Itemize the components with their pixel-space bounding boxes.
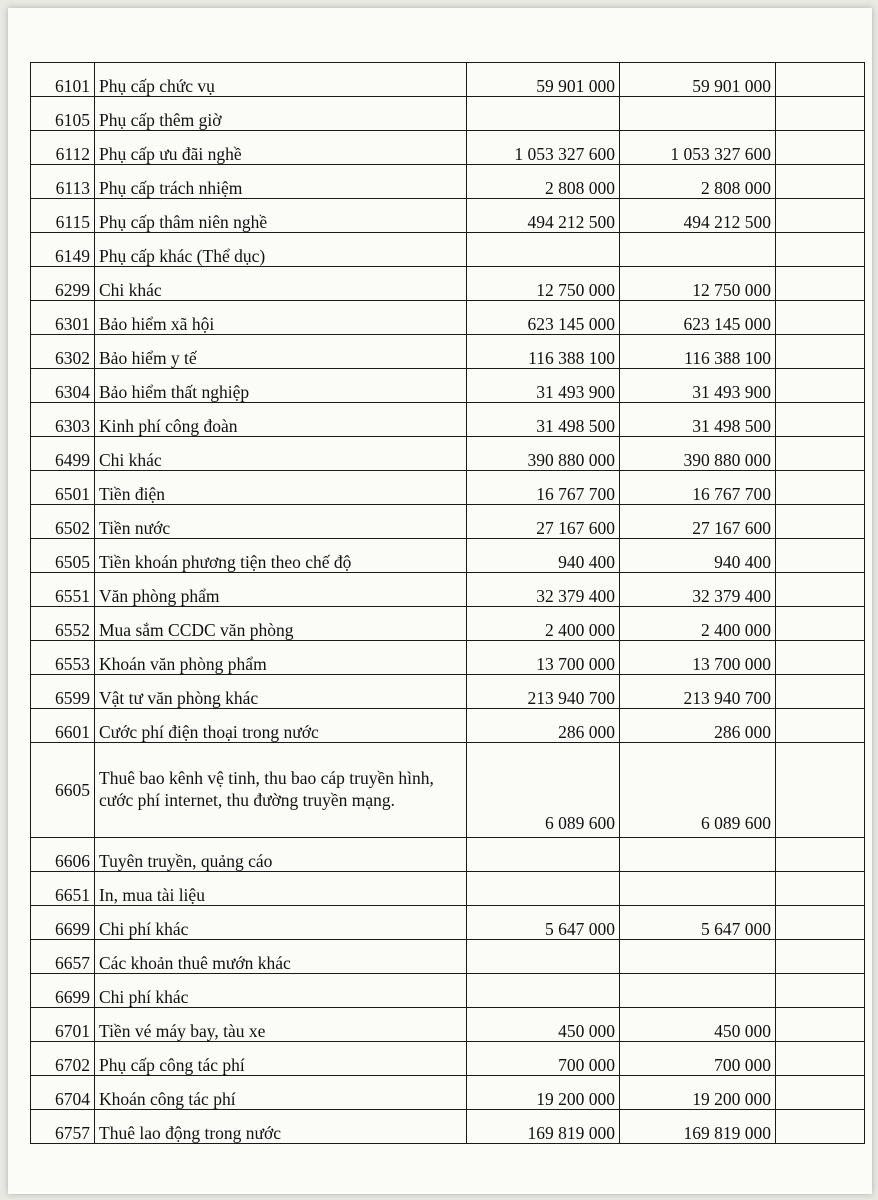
- account-code-cell: 6301: [31, 301, 95, 335]
- amount-cell: 2 808 000: [467, 165, 620, 199]
- amount-cell: 700 000: [467, 1042, 620, 1076]
- notes-cell: [776, 709, 865, 743]
- amount-total-cell: [620, 233, 776, 267]
- table-row: [31, 97, 865, 131]
- account-code-cell: 6699: [31, 974, 95, 1008]
- amount-total-cell: 59 901 000: [620, 63, 776, 97]
- item-name-cell: Vật tư văn phòng khác: [95, 675, 467, 709]
- account-code-cell: 6304: [31, 369, 95, 403]
- amount-total-cell: 169 819 000: [620, 1110, 776, 1144]
- notes-cell: [776, 906, 865, 940]
- table-row: [31, 838, 865, 872]
- item-name-cell: Tuyên truyền, quảng cáo: [95, 838, 467, 872]
- item-name-cell: Bảo hiểm thất nghiệp: [95, 369, 467, 403]
- table-row: [31, 974, 865, 1008]
- amount-cell: 19 200 000: [467, 1076, 620, 1110]
- amount-cell: 940 400: [467, 539, 620, 573]
- amount-total-cell: 390 880 000: [620, 437, 776, 471]
- item-name-cell: Các khoản thuê mướn khác: [95, 940, 467, 974]
- budget-table-body: [31, 63, 865, 1144]
- amount-cell: 1 053 327 600: [467, 131, 620, 165]
- amount-cell: 27 167 600: [467, 505, 620, 539]
- document-page: [8, 8, 872, 1194]
- amount-total-cell: 213 940 700: [620, 675, 776, 709]
- amount-total-cell: 2 400 000: [620, 607, 776, 641]
- item-name-cell: In, mua tài liệu: [95, 872, 467, 906]
- account-code-cell: 6113: [31, 165, 95, 199]
- notes-cell: [776, 838, 865, 872]
- account-code-cell: 6112: [31, 131, 95, 165]
- account-code-cell: 6303: [31, 403, 95, 437]
- account-code-cell: 6101: [31, 63, 95, 97]
- notes-cell: [776, 403, 865, 437]
- amount-cell: 390 880 000: [467, 437, 620, 471]
- table-row: [31, 940, 865, 974]
- amount-total-cell: 27 167 600: [620, 505, 776, 539]
- notes-cell: [776, 743, 865, 838]
- table-row: [31, 1042, 865, 1076]
- item-name-cell: Cước phí điện thoại trong nước: [95, 709, 467, 743]
- item-name-cell: Khoán văn phòng phẩm: [95, 641, 467, 675]
- amount-total-cell: 1 053 327 600: [620, 131, 776, 165]
- table-row: [31, 63, 865, 97]
- account-code-cell: 6499: [31, 437, 95, 471]
- amount-total-cell: 286 000: [620, 709, 776, 743]
- notes-cell: [776, 1008, 865, 1042]
- notes-cell: [776, 641, 865, 675]
- table-row: [31, 233, 865, 267]
- amount-total-cell: 32 379 400: [620, 573, 776, 607]
- table-row: [31, 437, 865, 471]
- amount-total-cell: 13 700 000: [620, 641, 776, 675]
- amount-cell: 2 400 000: [467, 607, 620, 641]
- amount-cell: 6 089 600: [467, 743, 620, 838]
- item-name-cell: Khoán công tác phí: [95, 1076, 467, 1110]
- table-row: [31, 335, 865, 369]
- account-code-cell: 6115: [31, 199, 95, 233]
- amount-cell: 116 388 100: [467, 335, 620, 369]
- budget-table: [30, 62, 865, 1144]
- item-name-cell: Tiền điện: [95, 471, 467, 505]
- notes-cell: [776, 165, 865, 199]
- table-row: [31, 743, 865, 838]
- amount-cell: [467, 974, 620, 1008]
- amount-total-cell: 2 808 000: [620, 165, 776, 199]
- table-row: [31, 505, 865, 539]
- notes-cell: [776, 267, 865, 301]
- amount-total-cell: [620, 97, 776, 131]
- item-name-cell: Kinh phí công đoàn: [95, 403, 467, 437]
- notes-cell: [776, 974, 865, 1008]
- amount-total-cell: 700 000: [620, 1042, 776, 1076]
- table-row: [31, 165, 865, 199]
- amount-cell: 16 767 700: [467, 471, 620, 505]
- notes-cell: [776, 437, 865, 471]
- account-code-cell: 6605: [31, 743, 95, 838]
- item-name-cell: Tiền vé máy bay, tàu xe: [95, 1008, 467, 1042]
- table-row: [31, 1110, 865, 1144]
- amount-cell: 13 700 000: [467, 641, 620, 675]
- table-row: [31, 709, 865, 743]
- account-code-cell: 6704: [31, 1076, 95, 1110]
- amount-total-cell: 6 089 600: [620, 743, 776, 838]
- amount-cell: 450 000: [467, 1008, 620, 1042]
- table-row: [31, 539, 865, 573]
- amount-cell: 213 940 700: [467, 675, 620, 709]
- amount-cell: [467, 233, 620, 267]
- account-code-cell: 6757: [31, 1110, 95, 1144]
- amount-cell: 494 212 500: [467, 199, 620, 233]
- amount-total-cell: 31 493 900: [620, 369, 776, 403]
- amount-cell: 286 000: [467, 709, 620, 743]
- notes-cell: [776, 573, 865, 607]
- item-name-cell: Thuê lao động trong nước: [95, 1110, 467, 1144]
- account-code-cell: 6551: [31, 573, 95, 607]
- account-code-cell: 6502: [31, 505, 95, 539]
- notes-cell: [776, 233, 865, 267]
- account-code-cell: 6553: [31, 641, 95, 675]
- amount-cell: 5 647 000: [467, 906, 620, 940]
- amount-cell: 32 379 400: [467, 573, 620, 607]
- amount-cell: 623 145 000: [467, 301, 620, 335]
- amount-cell: [467, 940, 620, 974]
- item-name-cell: Văn phòng phẩm: [95, 573, 467, 607]
- account-code-cell: 6701: [31, 1008, 95, 1042]
- notes-cell: [776, 607, 865, 641]
- item-name-cell: Thuê bao kênh vệ tinh, thu bao cáp truyền hình, cước phí internet, thu đường truyền mạng.: [95, 743, 467, 838]
- item-name-cell: Phụ cấp thêm giờ: [95, 97, 467, 131]
- amount-total-cell: 450 000: [620, 1008, 776, 1042]
- table-row: [31, 675, 865, 709]
- notes-cell: [776, 505, 865, 539]
- notes-cell: [776, 301, 865, 335]
- amount-total-cell: [620, 872, 776, 906]
- account-code-cell: 6606: [31, 838, 95, 872]
- table-row: [31, 1076, 865, 1110]
- account-code-cell: 6505: [31, 539, 95, 573]
- account-code-cell: 6699: [31, 906, 95, 940]
- notes-cell: [776, 369, 865, 403]
- account-code-cell: 6702: [31, 1042, 95, 1076]
- notes-cell: [776, 97, 865, 131]
- amount-total-cell: 5 647 000: [620, 906, 776, 940]
- item-name-cell: Chi phí khác: [95, 974, 467, 1008]
- table-row: [31, 1008, 865, 1042]
- item-name-cell: Phụ cấp trách nhiệm: [95, 165, 467, 199]
- account-code-cell: 6599: [31, 675, 95, 709]
- notes-cell: [776, 872, 865, 906]
- item-name-cell: Chi phí khác: [95, 906, 467, 940]
- table-row: [31, 369, 865, 403]
- account-code-cell: 6299: [31, 267, 95, 301]
- amount-cell: [467, 872, 620, 906]
- account-code-cell: 6105: [31, 97, 95, 131]
- amount-cell: 12 750 000: [467, 267, 620, 301]
- account-code-cell: 6657: [31, 940, 95, 974]
- amount-cell: 59 901 000: [467, 63, 620, 97]
- notes-cell: [776, 471, 865, 505]
- amount-total-cell: 12 750 000: [620, 267, 776, 301]
- item-name-cell: Mua sắm CCDC văn phòng: [95, 607, 467, 641]
- account-code-cell: 6552: [31, 607, 95, 641]
- table-row: [31, 131, 865, 165]
- amount-total-cell: [620, 974, 776, 1008]
- amount-cell: [467, 97, 620, 131]
- account-code-cell: 6302: [31, 335, 95, 369]
- account-code-cell: 6651: [31, 872, 95, 906]
- amount-total-cell: 31 498 500: [620, 403, 776, 437]
- amount-total-cell: 623 145 000: [620, 301, 776, 335]
- item-name-cell: Tiền khoán phương tiện theo chế độ: [95, 539, 467, 573]
- amount-cell: 169 819 000: [467, 1110, 620, 1144]
- account-code-cell: 6149: [31, 233, 95, 267]
- amount-cell: 31 493 900: [467, 369, 620, 403]
- item-name-cell: Chi khác: [95, 437, 467, 471]
- table-row: [31, 607, 865, 641]
- notes-cell: [776, 539, 865, 573]
- item-name-cell: Phụ cấp ưu đãi nghề: [95, 131, 467, 165]
- amount-total-cell: [620, 838, 776, 872]
- account-code-cell: 6601: [31, 709, 95, 743]
- amount-total-cell: 494 212 500: [620, 199, 776, 233]
- item-name-cell: Bảo hiểm y tế: [95, 335, 467, 369]
- notes-cell: [776, 1042, 865, 1076]
- amount-cell: [467, 838, 620, 872]
- item-name-cell: Phụ cấp thâm niên nghề: [95, 199, 467, 233]
- notes-cell: [776, 675, 865, 709]
- item-name-cell: Phụ cấp công tác phí: [95, 1042, 467, 1076]
- item-name-cell: Phụ cấp chức vụ: [95, 63, 467, 97]
- notes-cell: [776, 131, 865, 165]
- amount-total-cell: 19 200 000: [620, 1076, 776, 1110]
- notes-cell: [776, 1076, 865, 1110]
- table-row: [31, 573, 865, 607]
- table-row: [31, 403, 865, 437]
- amount-total-cell: [620, 940, 776, 974]
- table-row: [31, 872, 865, 906]
- item-name-cell: Chi khác: [95, 267, 467, 301]
- notes-cell: [776, 1110, 865, 1144]
- notes-cell: [776, 63, 865, 97]
- notes-cell: [776, 940, 865, 974]
- account-code-cell: 6501: [31, 471, 95, 505]
- notes-cell: [776, 335, 865, 369]
- table-row: [31, 906, 865, 940]
- amount-cell: 31 498 500: [467, 403, 620, 437]
- table-row: [31, 267, 865, 301]
- table-row: [31, 301, 865, 335]
- notes-cell: [776, 199, 865, 233]
- amount-total-cell: 16 767 700: [620, 471, 776, 505]
- item-name-cell: Phụ cấp khác (Thể dục): [95, 233, 467, 267]
- amount-total-cell: 116 388 100: [620, 335, 776, 369]
- amount-total-cell: 940 400: [620, 539, 776, 573]
- item-name-cell: Tiền nước: [95, 505, 467, 539]
- table-row: [31, 199, 865, 233]
- item-name-cell: Bảo hiểm xã hội: [95, 301, 467, 335]
- table-row: [31, 471, 865, 505]
- table-row: [31, 641, 865, 675]
